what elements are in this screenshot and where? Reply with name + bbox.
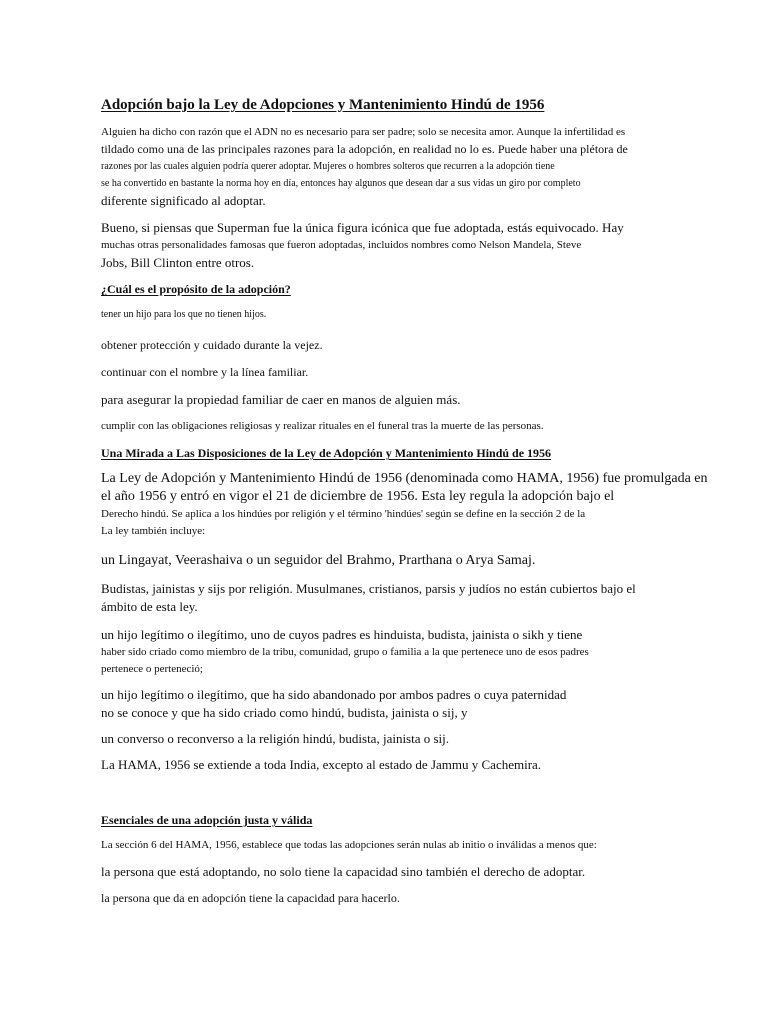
includes-text: pertenece o perteneció; xyxy=(101,663,203,675)
purpose-text: continuar con el nombre y la línea familiar. xyxy=(101,365,309,379)
provisions-line: La Ley de Adopción y Mantenimiento Hindú de 1956 (denominada como HAMA, 1956) fue promulgada en xyxy=(101,471,708,486)
essentials-intro-text: La sección 6 del HAMA, 1956, establece que todas las adopciones serán nulas ab initio o inválidas a menos que: xyxy=(101,839,597,851)
includes-text: ámbito de esta ley. xyxy=(101,599,198,614)
superman-line: Bueno, si piensas que Superman fue la única figura icónica que fue adoptada, estás equivocado. Hay xyxy=(101,220,624,235)
intro-line: Alguien ha dicho con razón que el ADN no es necesario para ser padre; solo se necesita amor. Aunque la infertilidad es xyxy=(101,126,626,138)
superman-paragraph xyxy=(101,219,711,272)
essential-item xyxy=(101,890,711,907)
includes-item xyxy=(101,626,711,678)
document-page xyxy=(101,95,711,921)
intro-paragraph xyxy=(101,124,711,210)
intro-line: se ha convertido en bastante la norma hoy en día, entonces hay algunos que desean dar a sus vidas un giro por completo xyxy=(101,178,581,189)
purpose-heading: ¿Cuál es el propósito de la adopción? xyxy=(101,282,291,296)
provisions-intro xyxy=(101,470,711,540)
intro-line: tildado como una de las principales razones para la adopción, en realidad no lo es. Puede haber una plétora de xyxy=(101,142,628,156)
extent-text: La HAMA, 1956 se extiende a toda India, excepto al estado de Jammu y Cachemira. xyxy=(101,757,542,772)
purpose-item xyxy=(101,418,711,435)
extent-paragraph xyxy=(101,756,711,774)
document-title: Adopción bajo la Ley de Adopciones y Mantenimiento Hindú de 1956 xyxy=(101,97,545,113)
includes-text: un hijo legítimo o ilegítimo, que ha sido abandonado por ambos padres o cuya paternidad xyxy=(101,687,567,702)
includes-text: un Lingayat, Veerashaiva o un seguidor del Brahmo, Prarthana o Arya Samaj. xyxy=(101,553,536,568)
purpose-item xyxy=(101,364,711,381)
includes-text: Budistas, jainistas y sijs por religión. Musulmanes, cristianos, parsis y judíos no están cubiertos bajo el xyxy=(101,581,636,596)
superman-line: Jobs, Bill Clinton entre otros. xyxy=(101,255,255,270)
intro-line: diferente significado al adoptar. xyxy=(101,193,266,208)
purpose-text: cumplir con las obligaciones religiosas y realizar rituales en el funeral tras la muerte de las personas. xyxy=(101,420,544,432)
essential-text: la persona que está adoptando, no solo tiene la capacidad sino también el derecho de adoptar. xyxy=(101,864,586,879)
intro-line: razones por las cuales alguien podría querer adoptar. Mujeres o hombres solteros que recurren a la adopción tiene xyxy=(101,161,555,172)
provisions-line: el año 1956 y entró en vigor el 21 de diciembre de 1956. Esta ley regula la adopción bajo el xyxy=(101,489,615,504)
purpose-item xyxy=(101,306,711,323)
includes-text: haber sido criado como miembro de la tribu, comunidad, grupo o familia a la que pertenece uno de esos padres xyxy=(101,646,589,658)
essential-text: la persona que da en adopción tiene la capacidad para hacerlo. xyxy=(101,891,400,905)
purpose-list xyxy=(101,306,711,435)
provisions-line: Derecho hindú. Se aplica a los hindúes por religión y el término 'hindúes' según se define en la sección 2 de la xyxy=(101,508,586,520)
includes-item xyxy=(101,552,711,570)
essential-item xyxy=(101,863,711,881)
essentials-intro xyxy=(101,837,711,854)
purpose-item xyxy=(101,391,711,409)
essentials-heading: Esenciales de una adopción justa y válida xyxy=(101,813,313,827)
includes-text: un hijo legítimo o ilegítimo, uno de cuyos padres es hinduista, budista, jainista o sikh y tiene xyxy=(101,627,583,642)
purpose-text: obtener protección y cuidado durante la vejez. xyxy=(101,338,323,352)
purpose-text: tener un hijo para los que no tienen hijos. xyxy=(101,309,267,320)
provisions-heading: Una Mirada a Las Disposiciones de la Ley de Adopción y Mantenimiento Hindú de 1956 xyxy=(101,446,552,460)
includes-text: un converso o reconverso a la religión hindú, budista, jainista o sij. xyxy=(101,731,450,746)
includes-item xyxy=(101,580,711,616)
purpose-text: para asegurar la propiedad familiar de caer en manos de alguien más. xyxy=(101,392,461,407)
includes-item xyxy=(101,730,711,748)
provisions-line: La ley también incluye: xyxy=(101,525,206,537)
purpose-item xyxy=(101,337,711,354)
includes-item xyxy=(101,686,711,722)
superman-line: muchas otras personalidades famosas que fueron adoptadas, incluidos nombres como Nelson Mandela, Steve xyxy=(101,239,582,251)
includes-text: no se conoce y que ha sido criado como hindú, budista, jainista o sij, y xyxy=(101,705,468,720)
